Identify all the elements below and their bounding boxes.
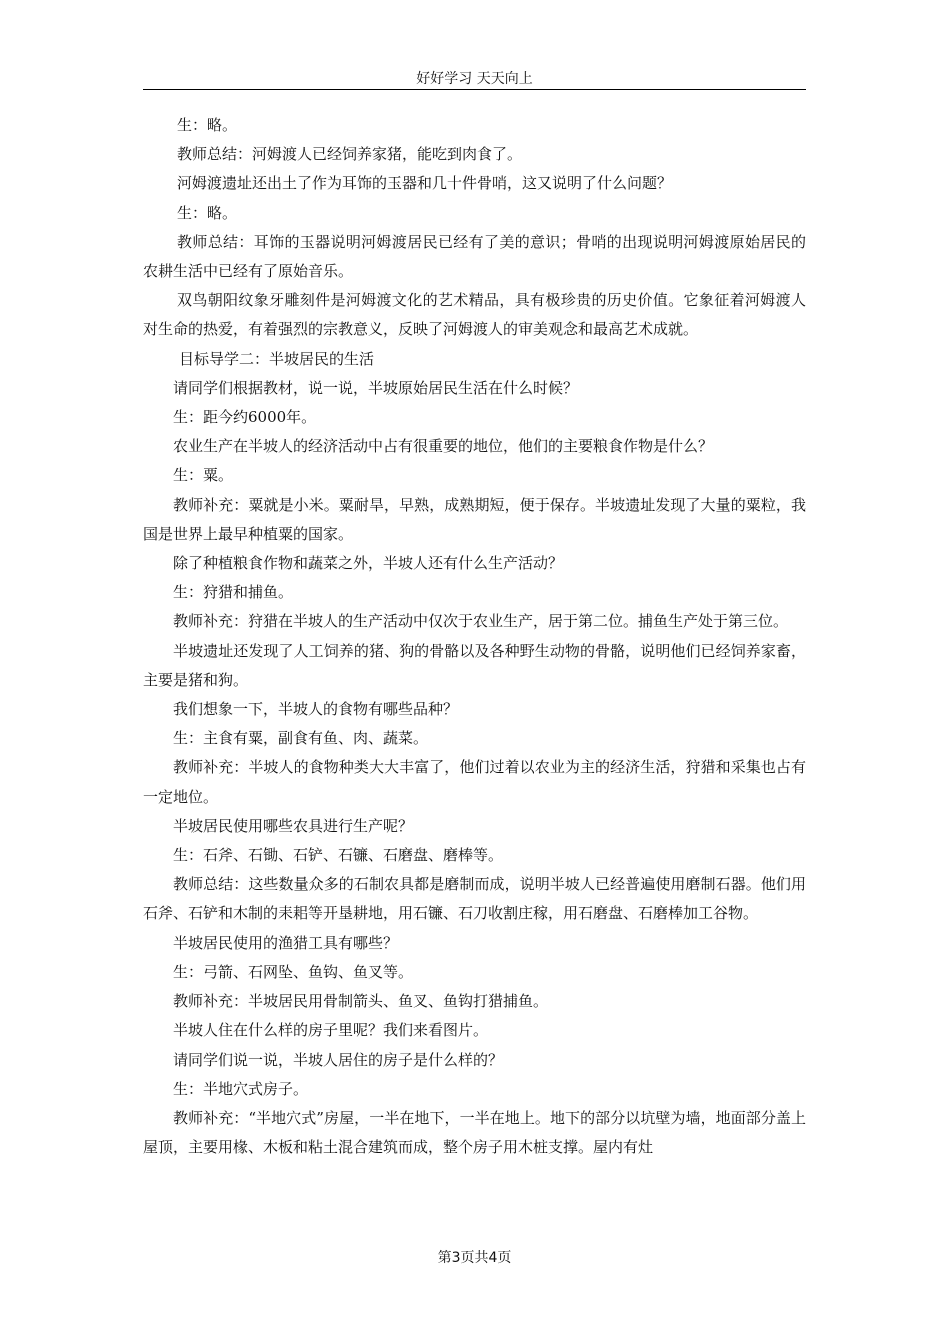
paragraph: 生：略。: [177, 203, 238, 222]
paragraph: 生：弓箭、石网坠、鱼钩、鱼叉等。: [173, 962, 414, 981]
paragraph: 教师总结：耳饰的玉器说明河姆渡居民已经有了美的意识；骨哨的出现说明河姆渡原始居民的农耕生活中已经有了原始音乐。: [143, 232, 806, 281]
paragraph: 生：狩猎和捕鱼。: [173, 583, 294, 602]
paragraph: 农业生产在半坡人的经济活动中占有很重要的地位，他们的主要粮食作物是什么？: [173, 437, 714, 456]
document-body: [143, 111, 806, 1162]
paragraph: 教师补充：“半地穴式”房屋，一半在地下，一半在地上。地下的部分以坑壁为墙，地面部分盖上屋顶，主要用椽、木板和粘土混合建筑而成，整个房子用木桩支撑。屋内有灶: [143, 1108, 806, 1157]
paragraph: 教师补充：半坡居民用骨制箭头、鱼叉、鱼钩打猎捕鱼。: [173, 992, 549, 1011]
paragraph: 半坡人住在什么样的房子里呢？我们来看图片。: [173, 1021, 489, 1040]
paragraph: 半坡居民使用哪些农具进行生产呢？: [173, 816, 414, 835]
header-divider: [143, 89, 806, 90]
paragraph: 生：距今约6000年。: [173, 408, 317, 427]
paragraph: 教师补充：半坡人的食物种类大大丰富了，他们过着以农业为主的经济生活，狩猎和采集也占有一定地位。: [143, 758, 806, 806]
paragraph: 请同学们根据教材，说一说，半坡原始居民生活在什么时候？: [173, 378, 579, 397]
paragraph: 河姆渡遗址还出土了作为耳饰的玉器和几十件骨哨，这又说明了什么问题？: [177, 174, 673, 193]
paragraph: 教师补充：粟就是小米。粟耐旱，早熟，成熟期短，便于保存。半坡遗址发现了大量的粟粒，我国是世界上最早种植粟的国家。: [143, 495, 806, 543]
paragraph: 生：石斧、石锄、石铲、石镰、石磨盘、磨棒等。: [173, 846, 504, 865]
paragraph: 教师总结：河姆渡人已经饲养家猪，能吃到肉食了。: [177, 145, 523, 164]
paragraph: 半坡遗址还发现了人工饲养的猪、狗的骨骼以及各种野生动物的骨骼，说明他们已经饲养家畜，主要是猪和狗。: [143, 641, 806, 689]
paragraph: 双鸟朝阳纹象牙雕刻件是河姆渡文化的艺术精品，具有极珍贵的历史价值。它象征着河姆渡人对生命的热爱，有着强烈的宗教意义，反映了河姆渡人的审美观念和最高艺术成就。: [143, 291, 806, 339]
page-number: 第3页共4页: [437, 1250, 512, 1266]
paragraph: 教师总结：这些数量众多的石制农具都是磨制而成，说明半坡人已经普遍使用磨制石器。他们用石斧、石铲和木制的耒耜等开垦耕地，用石镰、石刀收割庄稼，用石磨盘、石磨棒加工谷物。: [143, 875, 806, 923]
page-header: 好好学习 天天向上: [416, 71, 533, 87]
paragraph: 半坡居民使用的渔猎工具有哪些？: [173, 933, 399, 952]
paragraph: 请同学们说一说，半坡人居住的房子是什么样的？: [173, 1050, 504, 1069]
paragraph: 教师补充：狩猎在半坡人的生产活动中仅次于农业生产，居于第二位。捕鱼生产处于第三位。: [173, 612, 789, 631]
paragraph: 生：主食有粟，副食有鱼、肉、蔬菜。: [173, 729, 429, 748]
paragraph: 我们想象一下，半坡人的食物有哪些品种？: [173, 700, 459, 719]
section-heading: 目标导学二：半坡居民的生活: [179, 349, 375, 368]
paragraph: 生：粟。: [173, 466, 234, 485]
paragraph: 生：略。: [177, 116, 238, 134]
paragraph: 生：半地穴式房子。: [173, 1079, 309, 1098]
paragraph: 除了种植粮食作物和蔬菜之外，半坡人还有什么生产活动？: [173, 554, 564, 573]
